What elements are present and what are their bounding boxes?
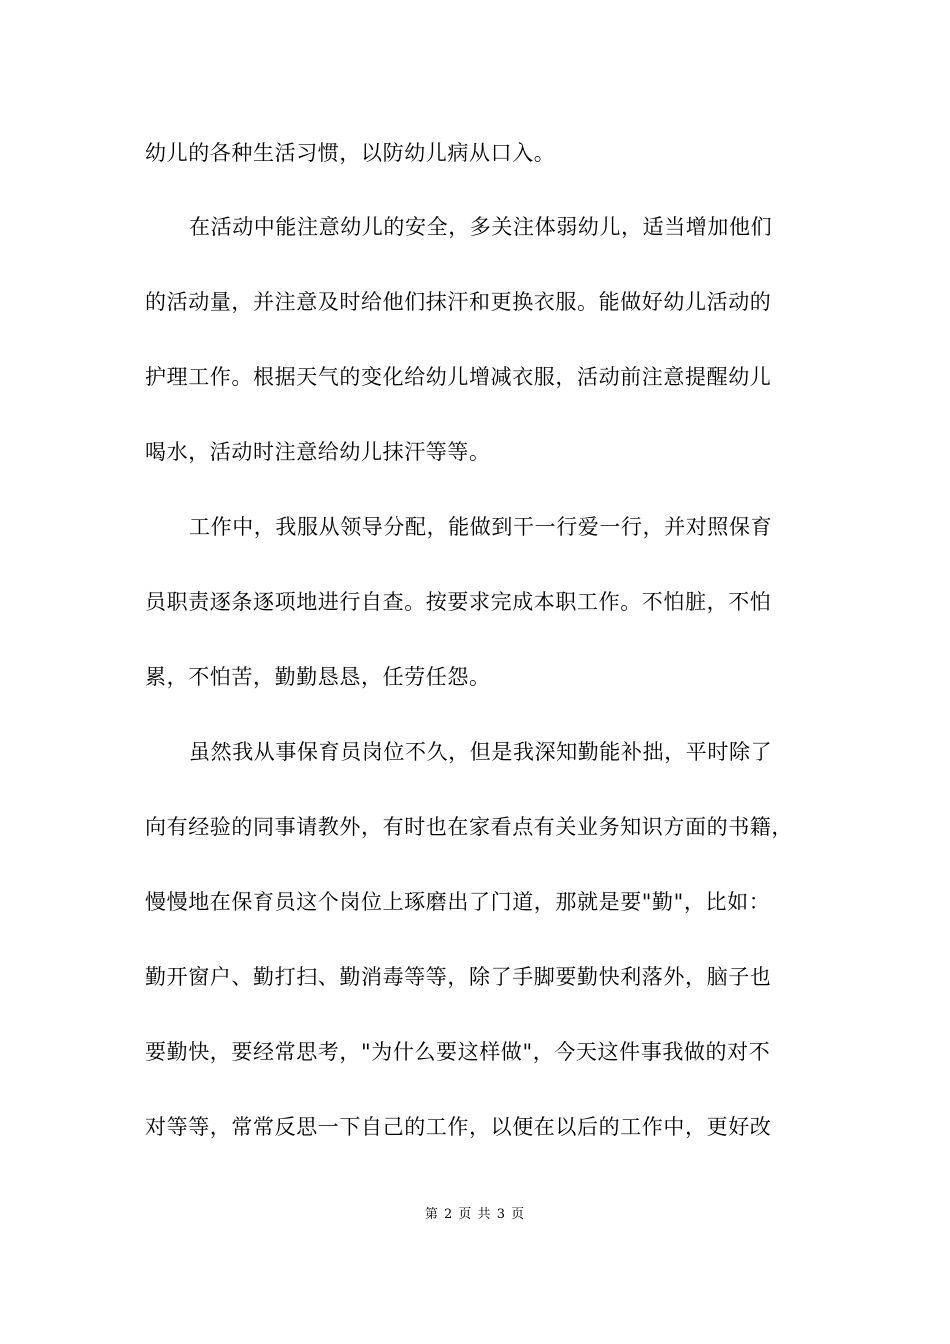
paragraph-first-line: 在活动中能注意幼儿的安全，多关注体弱幼儿，适当增加他们 — [189, 215, 773, 239]
paragraph-first-line: 工作中，我服从领导分配，能做到干一行爱一行，并对照保育 — [189, 515, 773, 539]
text-line: 向有经验的同事请教外，有时也在家看点有关业务知识方面的书籍， — [145, 815, 793, 839]
text-line: 护理工作。根据天气的变化给幼儿增减衣服，活动前注意提醒幼儿 — [145, 365, 772, 389]
page-footer: 第 2 页 共 3 页 — [424, 1207, 526, 1222]
text-line: 幼儿的各种生活习惯，以防幼儿病从口入。 — [145, 141, 556, 165]
text-line: 对等等，常常反思一下自己的工作，以便在以后的工作中，更好改 — [145, 1115, 772, 1139]
text-line: 勤开窗户、勤打扫、勤消毒等等，除了手脚要勤快利落外，脑子也 — [145, 965, 772, 989]
text-line: 喝水，活动时注意给幼儿抹汗等等。 — [145, 440, 491, 464]
text-line: 慢慢地在保育员这个岗位上琢磨出了门道，那就是要"勤"，比如： — [145, 890, 771, 914]
text-line: 员职责逐条逐项地进行自查。按要求完成本职工作。不怕脏，不怕 — [145, 590, 772, 614]
text-line: 要勤快，要经常思考，"为什么要这样做"，今天这件事我做的对不 — [145, 1040, 771, 1064]
text-line: 累，不怕苦，勤勤恳恳，任劳任怨。 — [145, 665, 491, 689]
paragraph-first-line: 虽然我从事保育员岗位不久，但是我深知勤能补拙，平时除了 — [189, 740, 773, 764]
text-line: 的活动量，并注意及时给他们抹汗和更换衣服。能做好幼儿活动的 — [145, 290, 772, 314]
